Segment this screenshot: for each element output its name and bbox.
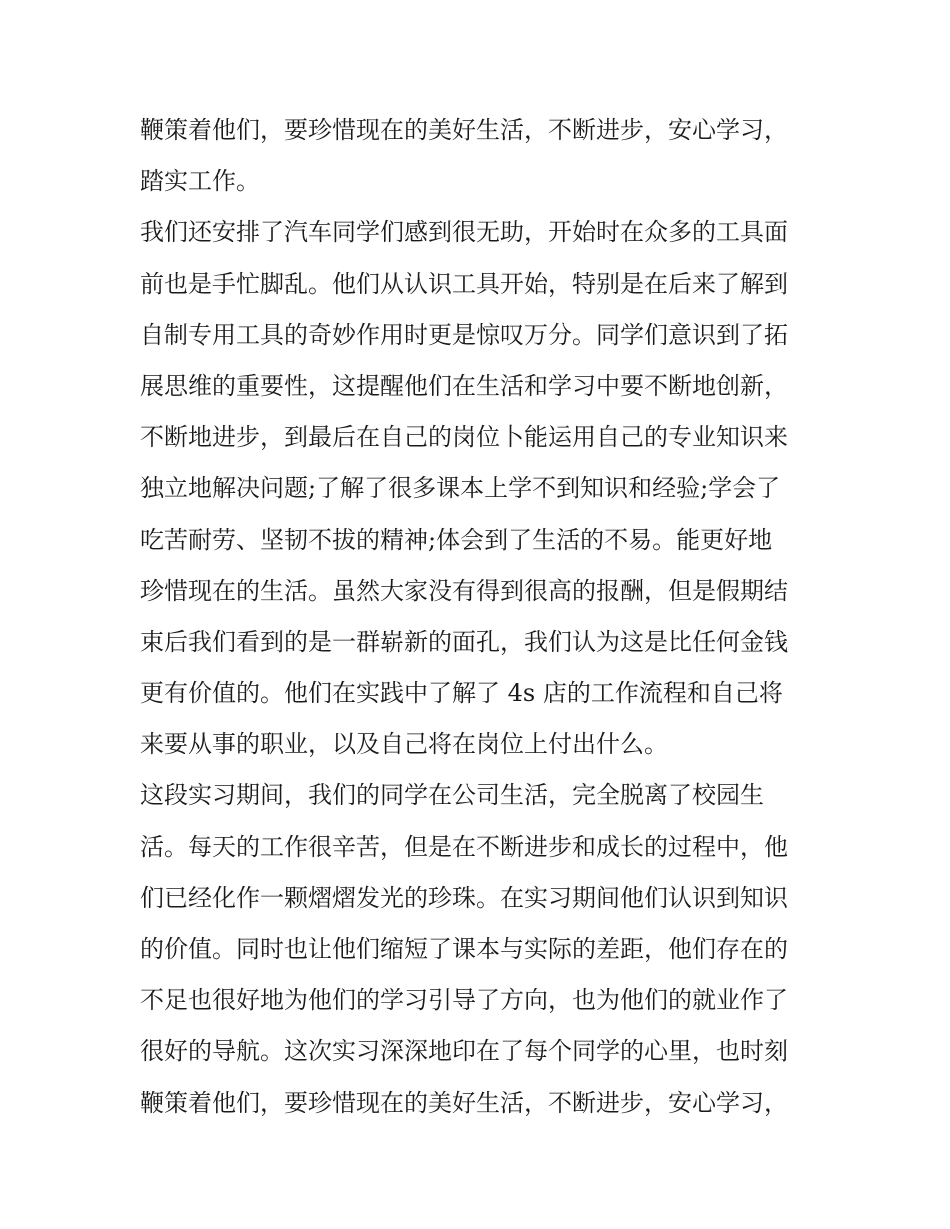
text-line: 来要从事的职业，以及自己将在岗位上付出什么。 bbox=[140, 730, 668, 759]
text-line: 这段实习期间，我们的同学在公司生活，完全脱离了校园生 bbox=[140, 781, 764, 810]
text-line: 更有价值的。他们在实践中了解了 4s 店的工作流程和自己将 bbox=[140, 679, 783, 708]
text-line: 吃苦耐劳、坚韧不拔的精神;体会到了生活的不易。能更好地 bbox=[140, 525, 773, 554]
text-line: 们已经化作一颗熠熠发光的珍珠。在实习期间他们认识到知识 bbox=[140, 883, 788, 912]
text-line: 的价值。同时也让他们缩短了课本与实际的差距，他们存在的 bbox=[140, 935, 788, 963]
text-line: 前也是手忙脚乱。他们从认识工具开始，特别是在后来了解到 bbox=[140, 269, 788, 298]
text-line: 束后我们看到的是一群崭新的面孔，我们认为这是比任何金钱 bbox=[140, 627, 788, 656]
text-line: 展思维的重要性，这提醒他们在生活和学习中要不断地创新， bbox=[140, 371, 788, 400]
text-line: 我们还安排了汽车同学们感到很无助，开始时在众多的工具面 bbox=[140, 218, 788, 247]
text-line: 不断地进步，到最后在自己的岗位卜能运用自己的专业知识来 bbox=[140, 423, 788, 452]
text-line: 不足也很好地为他们的学习引导了方向，也为他们的就业作了 bbox=[140, 986, 788, 1015]
text-line: 自制专用工具的奇妙作用时更是惊叹万分。同学们意识到了拓 bbox=[140, 320, 788, 349]
text-line: 活。每天的工作很辛苦，但是在不断进步和成长的过程中，他 bbox=[140, 832, 788, 861]
text-line: 鞭策着他们，要珍惜现在的美好生活，不断进步，安心学习， bbox=[140, 116, 788, 144]
text-line: 独立地解决问题;了解了很多课本上学不到知识和经验;学会了 bbox=[140, 474, 781, 503]
text-line: 珍惜现在的生活。虽然大家没有得到很高的报酬，但是假期结 bbox=[140, 576, 788, 605]
text-line: 很好的导航。这次实习深深地印在了每个同学的心里，也时刻 bbox=[140, 1037, 788, 1066]
text-line: 踏实工作。 bbox=[140, 167, 260, 196]
document-body bbox=[140, 105, 830, 1129]
text-line: 鞭策着他们，要珍惜现在的美好生活，不断进步，安心学习， bbox=[140, 1088, 788, 1117]
